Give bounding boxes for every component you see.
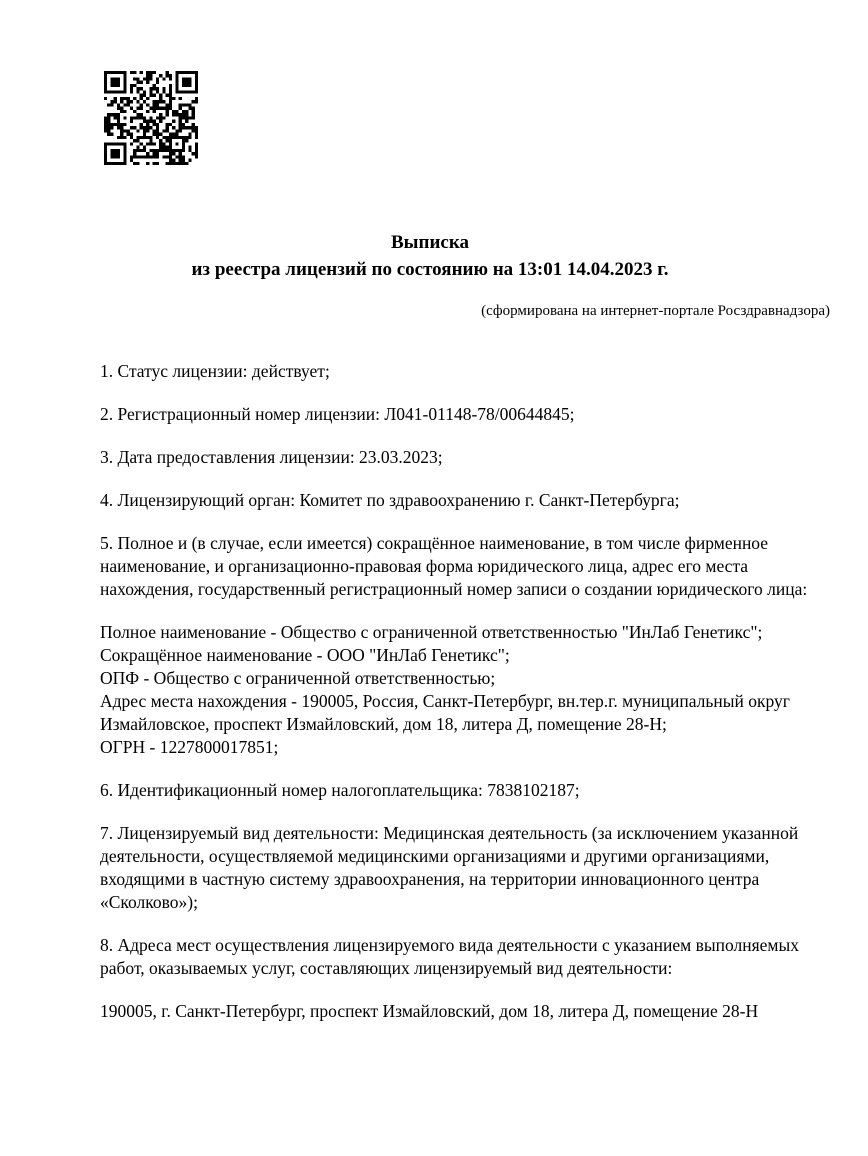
paragraph [100,403,828,426]
formation-note: (сформирована на интернет-портале Росздравнадзора) [481,303,830,319]
paragraph [100,822,828,914]
qr-code [104,71,198,165]
text-line: Полное наименование - Общество с ограниченной ответственностью "ИнЛаб Генетикс"; [100,622,763,642]
text-line: 3. Дата предоставления лицензии: 23.03.2023; [100,447,443,467]
paragraph [100,621,828,759]
text-line: 2. Регистрационный номер лицензии: Л041-01148-78/00644845; [100,404,575,424]
paragraph [100,532,828,601]
paragraph [100,489,828,512]
text-line: Сокращённое наименование - ООО "ИнЛаб Генетикс"; [100,645,510,665]
text-line: 8. Адреса мест осуществления лицензируемого вида деятельности с указанием выполняемых работ, оказываемых услуг, составляющих лицензируемый вид деятельности: [100,935,799,978]
paragraph [100,446,828,469]
paragraph [100,934,828,980]
text-line: Адрес места нахождения - 190005, Россия, Санкт-Петербург, вн.тер.г. муниципальный округ Измайловское, проспект Измайловский, дом 18, литера Д, помещение 28-Н; [100,691,790,734]
paragraph [100,1000,828,1023]
text-line: 7. Лицензируемый вид деятельности: Медицинская деятельность (за исключением указанной деятельности, осуществляемой медицинскими организациями и другими организациями, входящими в частную систему здравоохранения, на территории инновационного центра «Сколково»); [100,823,799,912]
paragraph [100,779,828,802]
document-body [100,360,828,1043]
text-line: ОПФ - Общество с ограниченной ответственностью; [100,668,496,688]
text-line: 6. Идентификационный номер налогоплательщика: 7838102187; [100,780,580,800]
document-title [0,229,860,283]
text-line: 5. Полное и (в случае, если имеется) сокращённое наименование, в том числе фирменное наименование, и организационно-правовая форма юридического лица, адрес его места нахождения, государственный регистрационный номер записи о создании юридического лица: [100,533,808,599]
title-line-1: Выписка [391,232,469,253]
title-line-2: из реестра лицензий по состоянию на 13:01 14.04.2023 г. [191,259,669,280]
text-line: 4. Лицензирующий орган: Комитет по здравоохранению г. Санкт-Петербурга; [100,490,680,510]
text-line: 1. Статус лицензии: действует; [100,361,330,381]
text-line: ОГРН - 1227800017851; [100,737,279,757]
text-line: 190005, г. Санкт-Петербург, проспект Измайловский, дом 18, литера Д, помещение 28-Н [100,1001,759,1021]
paragraph [100,360,828,383]
